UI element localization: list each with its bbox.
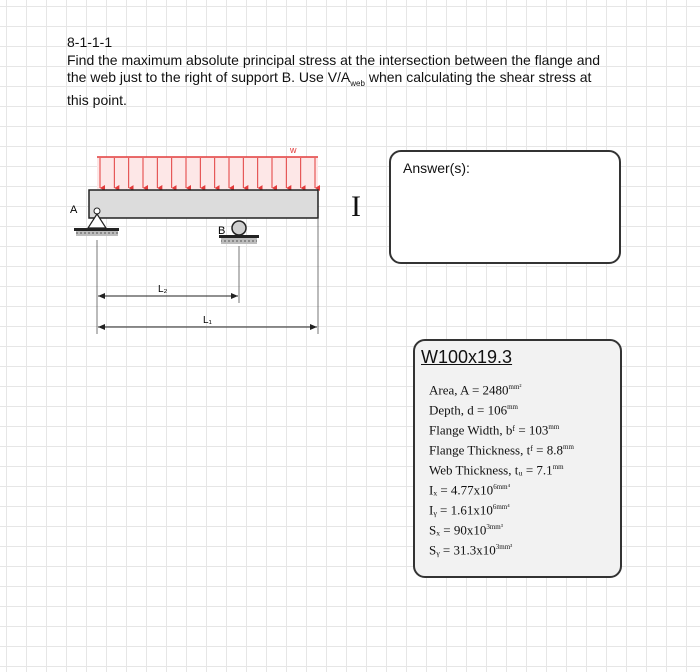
dim-label-l2: L₂ [158,284,168,295]
distributed-load [97,145,318,189]
property-row: Area, $A = 2480^{mm^2}$ [429,382,522,398]
property-row: Web Thickness, tᵤ = $7.1^{mm}$ [429,462,564,478]
property-row: Flange Thickness, tᶠ = $8.8^{mm}$ [429,442,574,458]
problem-id: 8-1-1-1 [67,34,113,50]
property-row: Iᵧ = $1.61x10^{6mm^4}$ [429,502,510,518]
section-properties-list [429,377,574,557]
i-beam-icon: I [351,190,361,223]
property-row: Flange Width, bᶠ = $103^{mm}$ [429,422,560,438]
answer-label: Answer(s): [403,160,470,176]
load-area [97,157,318,189]
property-row: $I_x = 4.77x10^{6mm^4}$ [429,482,511,498]
support-a-label: A [70,204,78,216]
dim-label-l1: L₁ [203,315,212,326]
property-row: Sᵧ = $31.3x10^{3mm^3}$ [429,542,513,558]
property-row: $S_x = 90x10^{3mm^3}$ [429,522,503,538]
section-title: W100x19.3 [421,347,513,367]
problem-text-part1: Find the maximum absolute principal stress at the intersection between the flange and the web just to the right of support B. Use V/A [67,52,601,85]
problem-text-part2: when calculating the shear stress at this point. [67,69,592,108]
support-b-roller [218,221,259,244]
section-properties-box [413,339,622,578]
support-b-label: B [218,225,226,237]
beam [89,190,318,218]
support-b-roller-circle [232,221,246,235]
problem-text-subscript: web [350,78,365,88]
support-a-base [74,228,119,231]
support-a-ground [76,231,118,236]
answer-box[interactable] [389,150,621,264]
property-row: Depth, $d = 106^{mm}$ [429,402,518,418]
support-b-ground [221,238,257,244]
load-label: w [290,145,297,155]
